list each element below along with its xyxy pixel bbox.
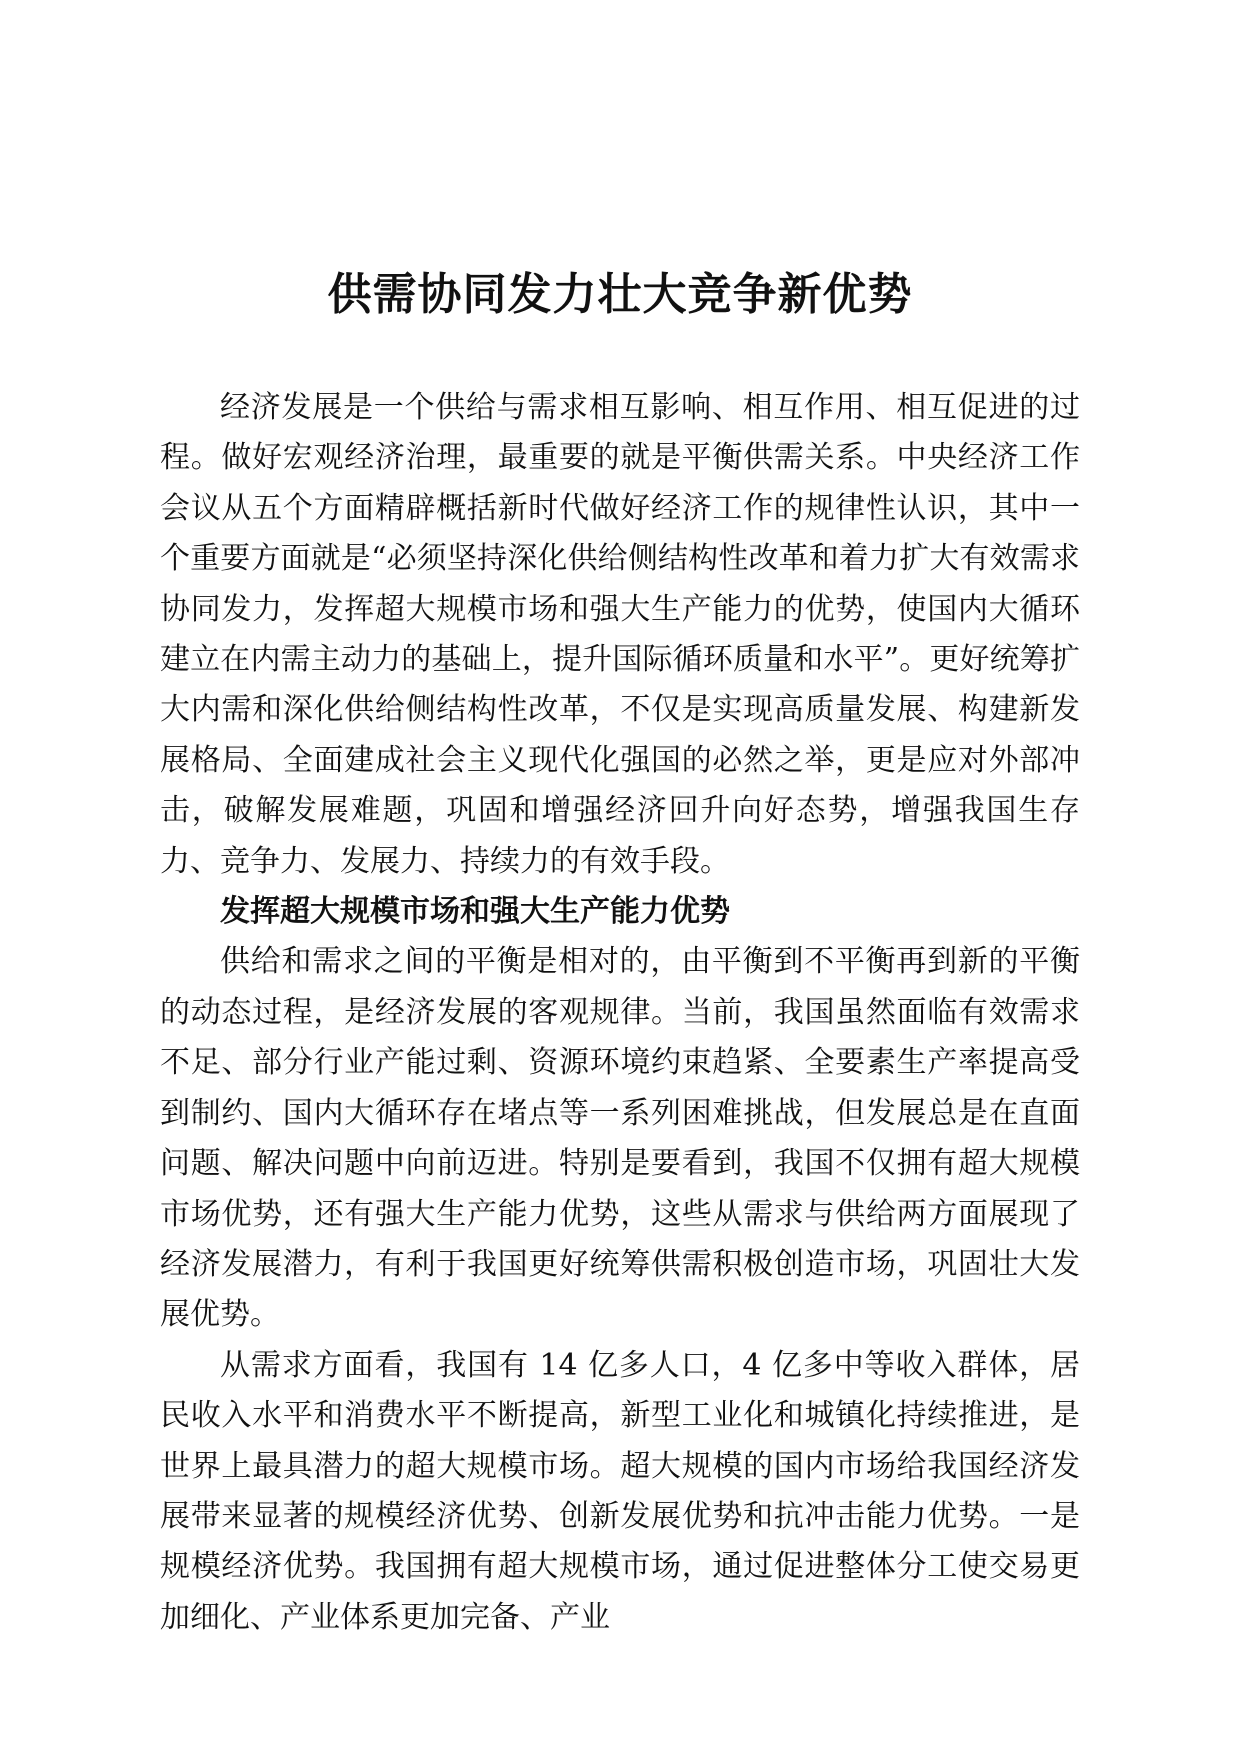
page-title: 供需协同发力壮大竞争新优势 xyxy=(327,269,913,320)
paragraph-demand: 从需求方面看，我国有 14 亿多人口，4 亿多中等收入群体，居民收入水平和消费水平不断提高，新型工业化和城镇化持续推进，是世界上最具潜力的超大规模市场。超大规模的国内市场给我国经济发展带来显著的规模经济优势、创新发展优势和抗冲击能力优势。一是规模经济优势。我国拥有超大规模市场，通过促进整体分工使交易更加细化、产业体系更加完备、产业 xyxy=(160,1347,1080,1635)
article-body xyxy=(160,383,1080,1643)
section-heading: 发挥超大规模市场和强大生产能力优势 xyxy=(220,894,730,930)
paragraph-balance: 供给和需求之间的平衡是相对的，由平衡到不平衡再到新的平衡的动态过程，是经济发展的客观规律。当前，我国虽然面临有效需求不足、部分行业产能过剩、资源环境约束趋紧、全要素生产率提高受到制约、国内大循环存在堵点等一系列困难挑战，但发展总是在直面问题、解决问题中向前迈进。特别是要看到，我国不仅拥有超大规模市场优势，还有强大生产能力优势，这些从需求与供给两方面展现了经济发展潜力，有利于我国更好统筹供需积极创造市场，巩固壮大发展优势。 xyxy=(160,944,1080,1333)
paragraph-intro: 经济发展是一个供给与需求相互影响、相互作用、相互促进的过程。做好宏观经济治理，最重要的就是平衡供需关系。中央经济工作会议从五个方面精辟概括新时代做好经济工作的规律性认识，其中一个重要方面就是“必须坚持深化供给侧结构性改革和着力扩大有效需求协同发力，发挥超大规模市场和强大生产能力的优势，使国内大循环建立在内需主动力的基础上，提升国际循环质量和水平”。更好统筹扩大内需和深化供给侧结构性改革，不仅是实现高质量发展、构建新发展格局、全面建成社会主义现代化强国的必然之举，更是应对外部冲击，破解发展难题，巩固和增强经济回升向好态势，增强我国生存力、竞争力、发展力、持续力的有效手段。 xyxy=(160,390,1080,879)
